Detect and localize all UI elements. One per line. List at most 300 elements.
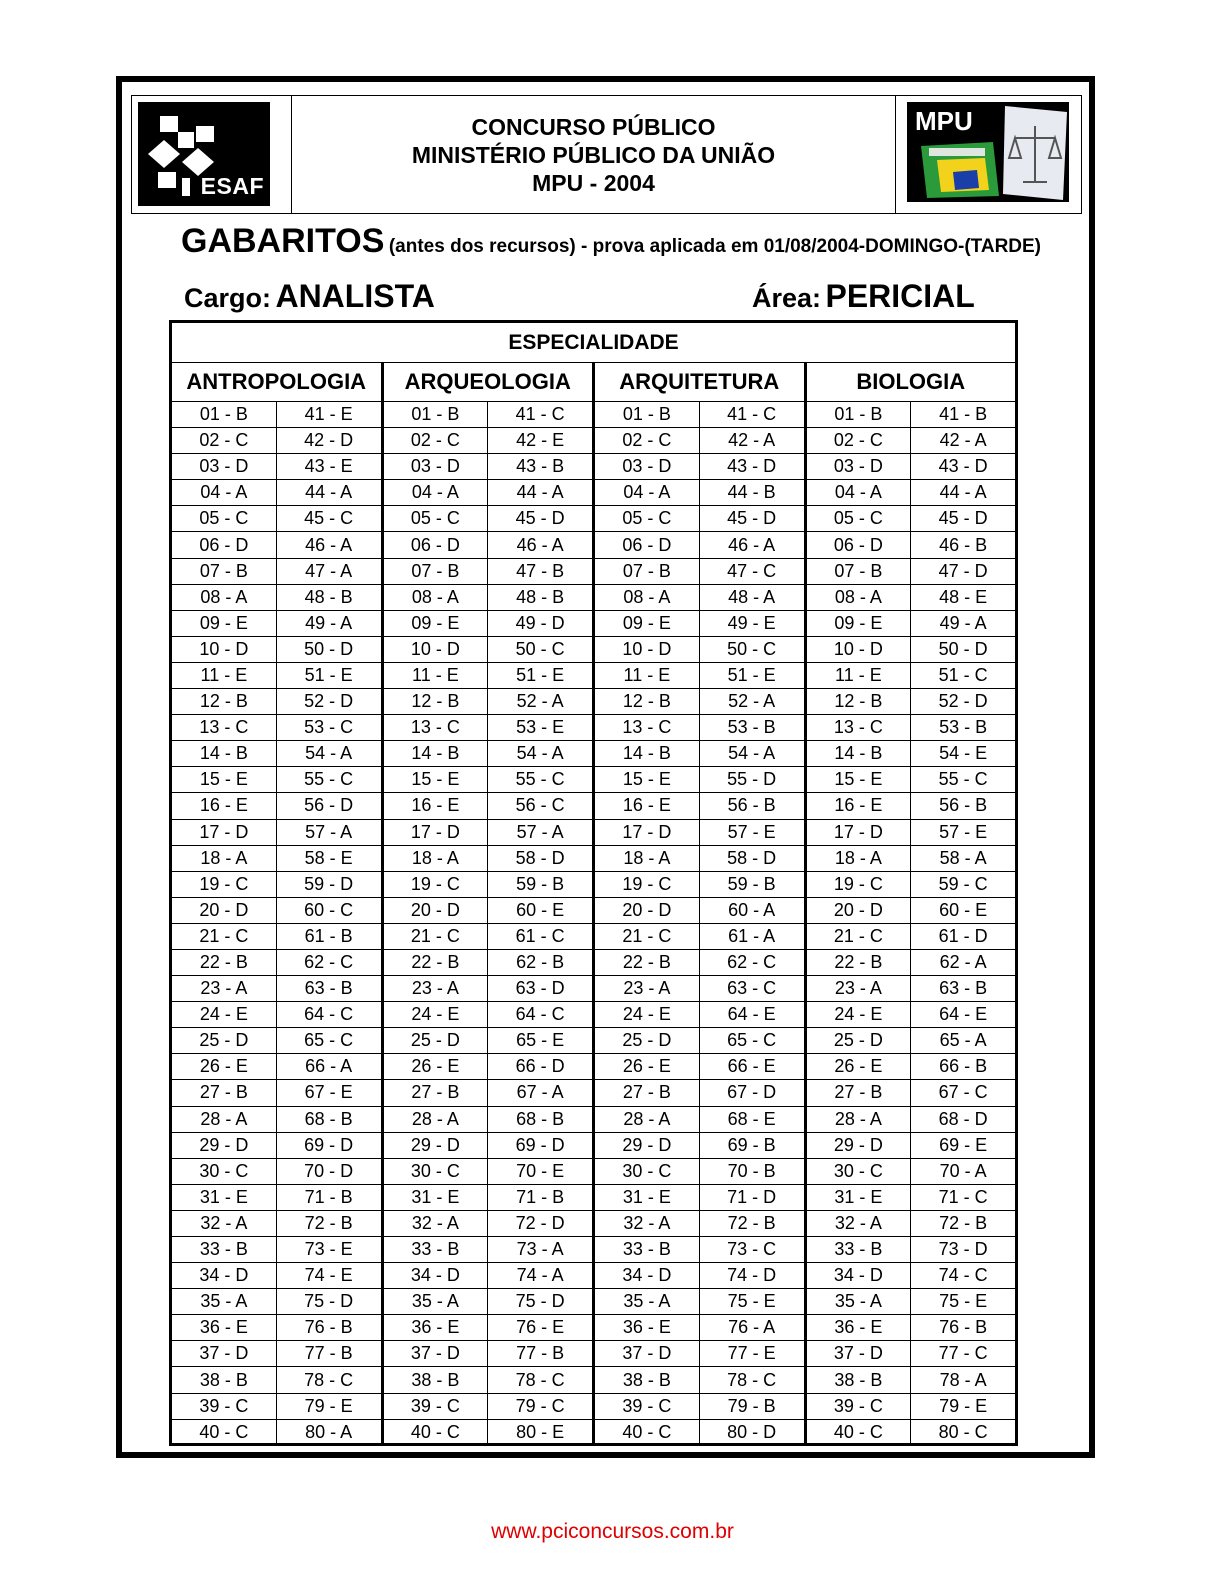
answer-row <box>595 1133 804 1159</box>
esaf-logo <box>138 102 270 206</box>
answer-cell: 19 - C <box>199 873 249 894</box>
answer-cell: 39 - C <box>199 1395 249 1416</box>
answer-cell: 66 - B <box>910 1054 1015 1079</box>
answer-cell: 29 - D <box>833 1134 883 1155</box>
answer-row <box>807 585 1016 611</box>
answer-cell: 54 - A <box>699 741 804 766</box>
answer-row <box>807 741 1016 767</box>
answer-cell: 60 - E <box>487 898 592 923</box>
answer-cell: 28 - A <box>834 1108 882 1129</box>
answer-cell: 24 - E <box>411 1004 460 1025</box>
header-line-1: CONCURSO PÚBLICO <box>471 113 716 140</box>
answer-row <box>172 402 381 428</box>
answer-cell: 68 - E <box>699 1107 804 1132</box>
answer-cell: 67 - E <box>276 1080 381 1105</box>
answer-cell: 71 - B <box>276 1185 381 1210</box>
answer-row <box>384 585 593 611</box>
answer-cell: 17 - D <box>833 821 883 842</box>
gabaritos-subtitle: (antes dos recursos) - prova aplicada em 01/08/2004-DOMINGO-(TARDE) <box>388 236 1042 257</box>
answer-cell: 70 - D <box>276 1159 381 1184</box>
answer-cell: 44 - A <box>910 480 1015 505</box>
answer-row <box>172 820 381 846</box>
answer-row <box>807 1394 1016 1420</box>
answer-cell: 13 - C <box>622 717 672 738</box>
answer-cell: 29 - D <box>199 1134 249 1155</box>
answer-row <box>172 1420 381 1445</box>
answer-cell: 55 - C <box>910 767 1015 792</box>
answer-cell: 40 - C <box>199 1421 249 1442</box>
answer-row <box>595 1107 804 1133</box>
answer-cell: 49 - A <box>910 611 1015 636</box>
answer-cell: 25 - D <box>622 1030 672 1051</box>
answer-cell: 63 - B <box>276 976 381 1001</box>
answer-cell: 73 - A <box>487 1237 592 1262</box>
answer-cell: 12 - B <box>411 691 460 712</box>
answer-cell: 79 - E <box>276 1394 381 1419</box>
cargo-label: Cargo: <box>184 283 271 313</box>
answer-row <box>807 1002 1016 1028</box>
answer-cell: 76 - B <box>276 1315 381 1340</box>
answer-cell: 10 - D <box>622 638 672 659</box>
answer-cell: 09 - E <box>411 612 460 633</box>
specialty-group <box>804 363 1016 1445</box>
answer-row <box>172 1107 381 1133</box>
answer-cell: 16 - E <box>199 795 248 816</box>
answer-row <box>384 1263 593 1289</box>
answer-cell: 25 - D <box>199 1030 249 1051</box>
answer-row <box>807 402 1016 428</box>
answer-row <box>384 559 593 585</box>
answer-cell: 80 - A <box>276 1420 381 1445</box>
answer-cell: 47 - D <box>910 559 1015 584</box>
answer-row <box>384 1367 593 1393</box>
answer-row <box>807 454 1016 480</box>
footer-url[interactable]: www.pciconcursos.com.br <box>491 1520 734 1543</box>
answer-cell: 08 - A <box>200 586 248 607</box>
answer-cell: 48 - A <box>699 585 804 610</box>
answer-cell: 52 - D <box>276 689 381 714</box>
answer-row <box>384 872 593 898</box>
answer-cell: 50 - C <box>487 637 592 662</box>
answer-cell: 50 - D <box>276 637 381 662</box>
answer-cell: 78 - A <box>910 1367 1015 1392</box>
answer-cell: 24 - E <box>199 1004 248 1025</box>
answer-cell: 05 - C <box>410 508 460 529</box>
answer-cell: 78 - C <box>276 1367 381 1392</box>
answer-cell: 11 - E <box>412 664 459 685</box>
answer-cell: 30 - C <box>199 1160 249 1181</box>
answer-cell: 25 - D <box>410 1030 460 1051</box>
answer-row <box>807 872 1016 898</box>
answer-cell: 43 - B <box>487 454 592 479</box>
answer-row <box>807 1028 1016 1054</box>
answer-cell: 20 - D <box>833 899 883 920</box>
answer-cell: 02 - C <box>199 430 249 451</box>
answer-cell: 69 - D <box>276 1133 381 1158</box>
answer-cell: 54 - E <box>910 741 1015 766</box>
answer-cell: 41 - C <box>699 402 804 427</box>
answer-cell: 56 - D <box>276 793 381 818</box>
answer-row <box>595 1420 804 1445</box>
answer-cell: 24 - E <box>834 1004 883 1025</box>
answer-row <box>172 1237 381 1263</box>
answer-cell: 21 - C <box>199 925 249 946</box>
answer-row <box>807 793 1016 819</box>
esaf-logo-cell <box>132 96 292 213</box>
answer-cell: 60 - C <box>276 898 381 923</box>
answer-row <box>172 924 381 950</box>
answer-cell: 21 - C <box>622 925 672 946</box>
answer-cell: 70 - B <box>699 1159 804 1184</box>
answer-cell: 06 - D <box>199 534 249 555</box>
answer-cell: 54 - A <box>276 741 381 766</box>
answer-cell: 58 - A <box>910 846 1015 871</box>
answer-cell: 66 - A <box>276 1054 381 1079</box>
answer-row <box>595 1394 804 1420</box>
answer-cell: 33 - B <box>834 1239 883 1260</box>
specialty-group <box>592 363 804 1445</box>
answer-cell: 19 - C <box>622 873 672 894</box>
answer-cell: 32 - A <box>834 1212 882 1233</box>
answer-row <box>595 532 804 558</box>
answer-row <box>172 1080 381 1106</box>
answer-cell: 38 - B <box>834 1369 883 1390</box>
answer-row <box>807 663 1016 689</box>
answer-cell: 30 - C <box>622 1160 672 1181</box>
answer-cell: 59 - B <box>699 872 804 897</box>
answer-row <box>172 637 381 663</box>
answer-cell: 03 - D <box>410 456 460 477</box>
answer-cell: 18 - A <box>200 847 248 868</box>
answer-cell: 07 - B <box>834 560 883 581</box>
answer-row <box>172 767 381 793</box>
answer-cell: 33 - B <box>411 1239 460 1260</box>
answer-row <box>172 1341 381 1367</box>
answer-cell: 12 - B <box>834 691 883 712</box>
answer-row <box>172 950 381 976</box>
answer-cell: 15 - E <box>622 769 671 790</box>
answer-row <box>807 1211 1016 1237</box>
answer-cell: 21 - C <box>410 925 460 946</box>
answer-cell: 76 - B <box>910 1315 1015 1340</box>
answer-cell: 54 - A <box>487 741 592 766</box>
answer-cell: 08 - A <box>834 586 882 607</box>
answer-row <box>595 559 804 585</box>
answer-cell: 47 - B <box>487 559 592 584</box>
answer-cell: 71 - B <box>487 1185 592 1210</box>
answer-row <box>384 793 593 819</box>
answer-cell: 35 - A <box>623 1291 671 1312</box>
answer-row <box>807 976 1016 1002</box>
answer-row <box>807 1289 1016 1315</box>
answer-row <box>384 950 593 976</box>
answer-cell: 04 - A <box>411 482 459 503</box>
answer-cell: 65 - A <box>910 1028 1015 1053</box>
answer-row <box>172 1133 381 1159</box>
specialty-heading: ESPECIALIDADE <box>172 323 1015 363</box>
answer-row <box>807 506 1016 532</box>
answer-row <box>384 976 593 1002</box>
answer-row <box>595 1028 804 1054</box>
answer-row <box>384 846 593 872</box>
specialty-group <box>381 363 593 1445</box>
answer-cell: 41 - E <box>276 402 381 427</box>
answer-cell: 63 - D <box>487 976 592 1001</box>
answer-cell: 14 - B <box>199 743 248 764</box>
answer-cell: 77 - E <box>699 1341 804 1366</box>
answer-cell: 12 - B <box>199 691 248 712</box>
answer-cell: 35 - A <box>411 1291 459 1312</box>
answer-cell: 22 - B <box>622 952 671 973</box>
answer-row <box>595 1211 804 1237</box>
answer-row <box>807 1107 1016 1133</box>
answer-cell: 60 - E <box>910 898 1015 923</box>
answer-row <box>595 1002 804 1028</box>
answer-cell: 45 - C <box>276 506 381 531</box>
answer-cell: 59 - C <box>910 872 1015 897</box>
answer-cell: 72 - B <box>276 1211 381 1236</box>
answer-cell: 14 - B <box>622 743 671 764</box>
answer-cell: 47 - C <box>699 559 804 584</box>
answer-cell: 18 - A <box>834 847 882 868</box>
answer-cell: 38 - B <box>199 1369 248 1390</box>
answer-cell: 40 - C <box>410 1421 460 1442</box>
answer-cell: 68 - D <box>910 1107 1015 1132</box>
answer-row <box>384 428 593 454</box>
answer-row <box>595 1054 804 1080</box>
answer-cell: 75 - D <box>487 1289 592 1314</box>
answer-cell: 32 - A <box>200 1212 248 1233</box>
header-line-3: MPU - 2004 <box>532 169 655 196</box>
answer-cell: 36 - E <box>199 1317 248 1338</box>
answer-cell: 60 - A <box>699 898 804 923</box>
answer-cell: 06 - D <box>410 534 460 555</box>
answer-cell: 40 - C <box>622 1421 672 1442</box>
answer-cell: 67 - A <box>487 1080 592 1105</box>
specialty-name: ANTROPOLOGIA <box>172 363 381 402</box>
answer-cell: 64 - E <box>699 1002 804 1027</box>
answer-cell: 05 - C <box>833 508 883 529</box>
answer-cell: 73 - D <box>910 1237 1015 1262</box>
answer-row <box>172 1028 381 1054</box>
answer-cell: 65 - E <box>487 1028 592 1053</box>
answer-cell: 01 - B <box>199 404 248 425</box>
answer-cell: 77 - C <box>910 1341 1015 1366</box>
answer-cell: 62 - A <box>910 950 1015 975</box>
answer-cell: 69 - B <box>699 1133 804 1158</box>
answer-cell: 79 - B <box>699 1394 804 1419</box>
answer-row <box>595 585 804 611</box>
answer-cell: 49 - D <box>487 611 592 636</box>
answer-cell: 73 - E <box>276 1237 381 1262</box>
answer-cell: 49 - E <box>699 611 804 636</box>
answer-cell: 02 - C <box>622 430 672 451</box>
answer-cell: 43 - D <box>699 454 804 479</box>
answer-cell: 51 - C <box>910 663 1015 688</box>
answer-row <box>384 689 593 715</box>
answer-row <box>807 637 1016 663</box>
answer-cell: 48 - B <box>276 585 381 610</box>
answer-cell: 70 - E <box>487 1159 592 1184</box>
answer-row <box>595 1263 804 1289</box>
answer-row <box>172 689 381 715</box>
answer-cell: 11 - E <box>623 664 671 685</box>
specialty-groups <box>172 363 1015 1445</box>
answer-cell: 75 - E <box>910 1289 1015 1314</box>
answer-cell: 39 - C <box>410 1395 460 1416</box>
answer-row <box>595 820 804 846</box>
answer-cell: 48 - B <box>487 585 592 610</box>
answer-cell: 72 - D <box>487 1211 592 1236</box>
answer-cell: 47 - A <box>276 559 381 584</box>
answer-cell: 45 - D <box>910 506 1015 531</box>
answer-cell: 52 - A <box>487 689 592 714</box>
answer-cell: 61 - C <box>487 924 592 949</box>
answer-cell: 77 - B <box>276 1341 381 1366</box>
answer-row <box>172 1263 381 1289</box>
answer-cell: 42 - A <box>699 428 804 453</box>
answer-cell: 61 - B <box>276 924 381 949</box>
answer-cell: 55 - C <box>487 767 592 792</box>
answer-row <box>384 532 593 558</box>
answer-cell: 03 - D <box>622 456 672 477</box>
answer-row <box>384 715 593 741</box>
answer-cell: 36 - E <box>411 1317 460 1338</box>
answer-row <box>172 585 381 611</box>
answer-cell: 26 - E <box>199 1056 248 1077</box>
answer-cell: 08 - A <box>623 586 671 607</box>
answer-row <box>384 1237 593 1263</box>
answer-cell: 14 - B <box>411 743 460 764</box>
answer-row <box>807 1185 1016 1211</box>
answer-cell: 44 - A <box>487 480 592 505</box>
answer-cell: 80 - D <box>699 1420 804 1445</box>
answer-cell: 69 - E <box>910 1133 1015 1158</box>
specialty-name: ARQUITETURA <box>595 363 804 402</box>
answer-cell: 53 - C <box>276 715 381 740</box>
cargo-value: ANALISTA <box>275 278 435 314</box>
answer-cell: 52 - A <box>699 689 804 714</box>
answer-row <box>172 1289 381 1315</box>
answer-cell: 23 - A <box>834 978 882 999</box>
answer-row <box>807 846 1016 872</box>
answer-cell: 45 - D <box>487 506 592 531</box>
answer-row <box>172 741 381 767</box>
answer-cell: 68 - B <box>276 1107 381 1132</box>
answer-cell: 43 - E <box>276 454 381 479</box>
answer-row <box>172 454 381 480</box>
answer-row <box>384 480 593 506</box>
answer-cell: 51 - E <box>487 663 592 688</box>
answer-row <box>384 611 593 637</box>
answer-row <box>595 1159 804 1185</box>
answer-row <box>595 793 804 819</box>
answer-row <box>172 872 381 898</box>
answer-row <box>807 1159 1016 1185</box>
answer-cell: 06 - D <box>833 534 883 555</box>
answer-cell: 03 - D <box>199 456 249 477</box>
answer-cell: 56 - C <box>487 793 592 818</box>
answer-row <box>172 663 381 689</box>
answer-row <box>807 950 1016 976</box>
answer-cell: 10 - D <box>199 638 249 659</box>
answer-cell: 18 - A <box>623 847 671 868</box>
answer-cell: 58 - D <box>699 846 804 871</box>
answer-cell: 74 - E <box>276 1263 381 1288</box>
answer-cell: 56 - B <box>910 793 1015 818</box>
answer-cell: 01 - B <box>622 404 671 425</box>
answer-row <box>595 950 804 976</box>
answer-row <box>595 846 804 872</box>
answer-key-table <box>169 320 1018 1446</box>
answer-cell: 33 - B <box>622 1239 671 1260</box>
answer-cell: 58 - E <box>276 846 381 871</box>
answer-cell: 04 - A <box>200 482 248 503</box>
answer-row <box>807 1367 1016 1393</box>
answer-row <box>595 1367 804 1393</box>
answer-cell: 29 - D <box>622 1134 672 1155</box>
answer-cell: 37 - D <box>410 1343 460 1364</box>
answer-cell: 25 - D <box>833 1030 883 1051</box>
answer-cell: 75 - E <box>699 1289 804 1314</box>
answer-row <box>807 1237 1016 1263</box>
answer-cell: 62 - B <box>487 950 592 975</box>
answer-cell: 28 - A <box>411 1108 459 1129</box>
answer-row <box>807 767 1016 793</box>
answer-row <box>595 402 804 428</box>
answer-cell: 63 - B <box>910 976 1015 1001</box>
answer-cell: 15 - E <box>199 769 248 790</box>
answer-row <box>595 1315 804 1341</box>
answer-cell: 13 - C <box>199 717 249 738</box>
answer-row <box>384 741 593 767</box>
answer-cell: 20 - D <box>199 899 249 920</box>
answer-cell: 31 - E <box>622 1186 671 1207</box>
answer-cell: 74 - C <box>910 1263 1015 1288</box>
answer-row <box>384 1159 593 1185</box>
answer-row <box>807 715 1016 741</box>
document-header <box>131 95 1082 214</box>
answer-cell: 09 - E <box>199 612 248 633</box>
answer-cell: 61 - A <box>699 924 804 949</box>
answer-row <box>172 428 381 454</box>
answer-cell: 65 - C <box>699 1028 804 1053</box>
answer-row <box>807 1080 1016 1106</box>
answer-row <box>172 1159 381 1185</box>
answer-cell: 46 - A <box>699 532 804 557</box>
area-value: PERICIAL <box>825 278 975 314</box>
answer-row <box>384 1080 593 1106</box>
answer-cell: 29 - D <box>410 1134 460 1155</box>
answer-cell: 66 - D <box>487 1054 592 1079</box>
answer-cell: 57 - A <box>487 820 592 845</box>
answer-row <box>384 767 593 793</box>
answer-cell: 58 - D <box>487 846 592 871</box>
answer-row <box>807 480 1016 506</box>
answer-cell: 22 - B <box>834 952 883 973</box>
answer-cell: 26 - E <box>834 1056 883 1077</box>
answer-cell: 34 - D <box>833 1265 883 1286</box>
answer-cell: 52 - D <box>910 689 1015 714</box>
answer-cell: 08 - A <box>411 586 459 607</box>
answer-cell: 10 - D <box>833 638 883 659</box>
answer-cell: 23 - A <box>411 978 459 999</box>
answer-row <box>172 976 381 1002</box>
area-line <box>752 278 975 315</box>
answer-cell: 07 - B <box>622 560 671 581</box>
answer-row <box>595 663 804 689</box>
answer-cell: 38 - B <box>411 1369 460 1390</box>
